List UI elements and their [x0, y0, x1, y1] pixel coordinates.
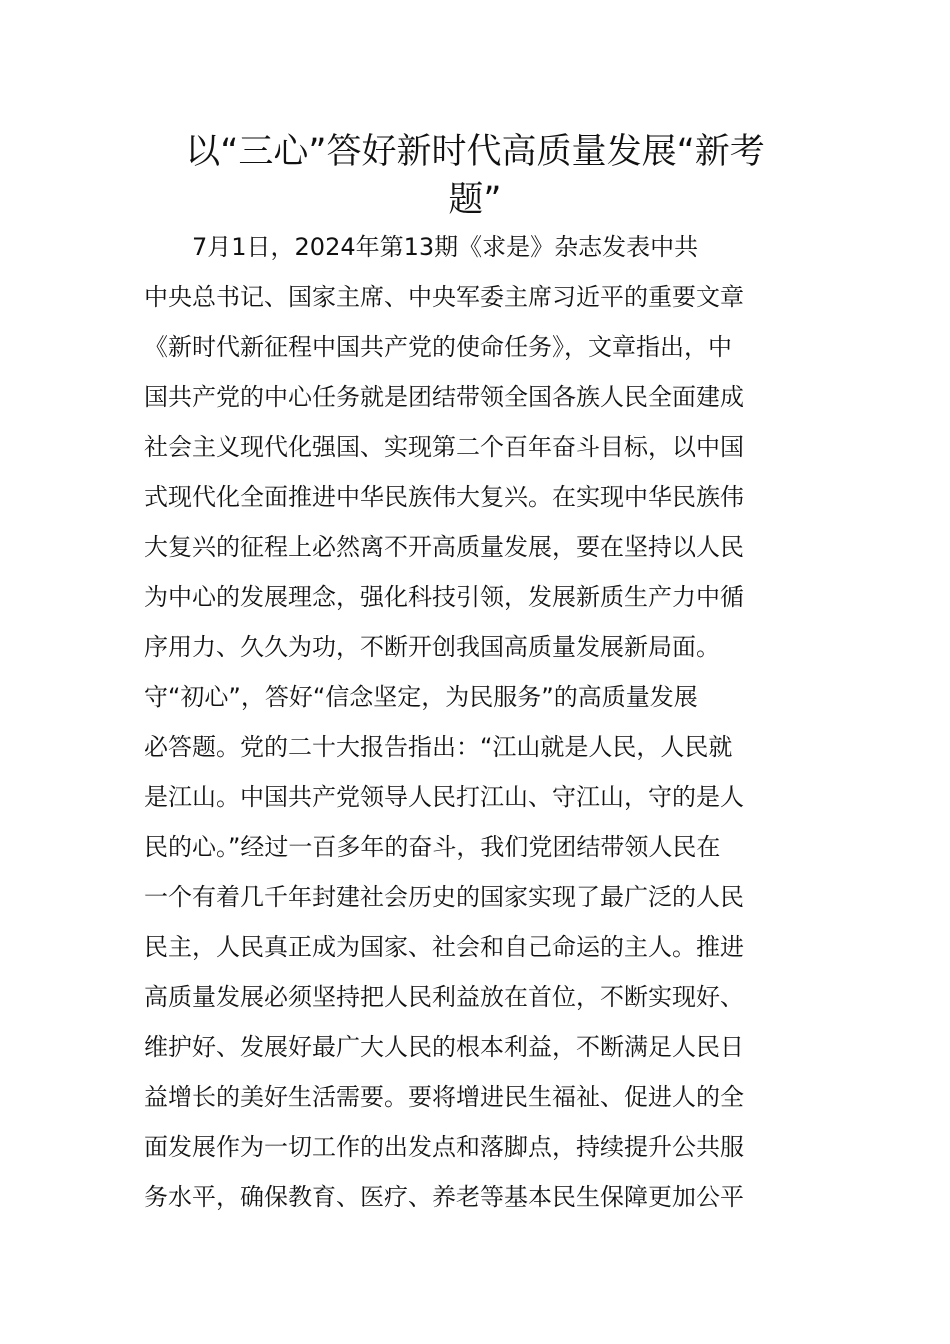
paragraph-line: 民主，人民真正成为国家、社会和自己命运的主人。推进	[144, 933, 744, 961]
document-title	[150, 128, 800, 224]
paragraph-line: 中央总书记、国家主席、中央军委主席习近平的重要文章	[144, 283, 744, 311]
paragraph-line: 国共产党的中心任务就是团结带领全国各族人民全面建成	[144, 383, 744, 411]
title-line-1: 以“三心”答好新时代高质量发展“新考	[185, 132, 765, 172]
paragraph-line: 益增长的美好生活需要。要将增进民生福祉、促进人的全	[144, 1083, 744, 1111]
paragraph-line: 维护好、发展好最广大人民的根本利益，不断满足人民日	[144, 1033, 744, 1061]
paragraph-line: 一个有着几千年封建社会历史的国家实现了最广泛的人民	[144, 883, 744, 911]
paragraph-line: 式现代化全面推进中华民族伟大复兴。在实现中华民族伟	[144, 483, 744, 511]
paragraph-line: 守“初心”，答好“信念坚定，为民服务”的高质量发展	[144, 683, 698, 711]
paragraph-line: 是江山。中国共产党领导人民打江山、守江山，守的是人	[144, 783, 744, 811]
paragraph-line: 大复兴的征程上必然离不开高质量发展，要在坚持以人民	[144, 533, 744, 561]
paragraph-line: 为中心的发展理念，强化科技引领，发展新质生产力中循	[144, 583, 744, 611]
paragraph-line: 7月1日，2024年第13期《求是》杂志发表中共	[144, 233, 699, 261]
title-line-2: 题”	[448, 180, 502, 220]
paragraph-line: 面发展作为一切工作的出发点和落脚点，持续提升公共服	[144, 1133, 744, 1161]
paragraph-line: 社会主义现代化强国、实现第二个百年奋斗目标，以中国	[144, 433, 744, 461]
paragraph-line: 序用力、久久为功，不断开创我国高质量发展新局面。	[144, 633, 720, 661]
paragraph-line: 《新时代新征程中国共产党的使命任务》，文章指出，中	[144, 333, 732, 361]
paragraph-line: 务水平，确保教育、医疗、养老等基本民生保障更加公平	[144, 1183, 744, 1211]
paragraph-line: 民的心。”经过一百多年的奋斗，我们党团结带领人民在	[144, 833, 721, 861]
paragraph-line: 必答题。党的二十大报告指出：“江山就是人民，人民就	[144, 733, 733, 761]
paragraph-line: 高质量发展必须坚持把人民利益放在首位，不断实现好、	[144, 983, 744, 1011]
